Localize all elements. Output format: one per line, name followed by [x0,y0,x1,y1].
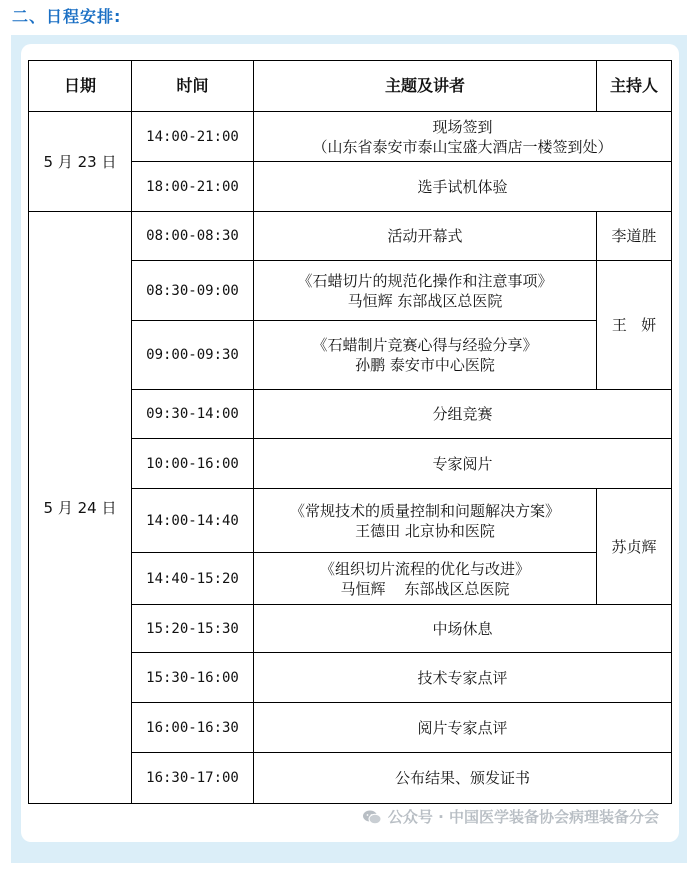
topic-speaker: 马恒辉 东部战区总医院 [340,579,510,598]
host-cell: 苏贞辉 [597,489,672,605]
time-cell: 16:00-16:30 [132,703,254,753]
date-cell: 5 月 24 日 [29,212,132,804]
topic-cell: 专家阅片 [254,439,672,489]
host-cell: 李道胜 [597,212,672,261]
date-cell: 5 月 23 日 [29,112,132,212]
time-cell: 18:00-21:00 [132,162,254,212]
time-cell: 10:00-16:00 [132,439,254,489]
topic-title: 《组织切片流程的优化与改进》 [319,559,530,578]
topic-cell [254,553,597,605]
topic-cell: 选手试机体验 [254,162,672,212]
topic-speaker: 马恒辉 东部战区总医院 [347,291,503,310]
time-cell: 08:30-09:00 [132,261,254,321]
topic-title: 《石蜡切片的规范化操作和注意事项》 [297,271,553,290]
watermark [362,806,659,827]
topic-cell: 阅片专家点评 [254,703,672,753]
header-host: 主持人 [597,61,672,112]
wechat-icon [362,809,382,825]
topic-cell: 活动开幕式 [254,212,597,261]
topic-cell [254,321,597,390]
topic-speaker: 孙鹏 泰安市中心医院 [355,356,495,374]
time-cell: 09:00-09:30 [132,321,254,390]
host-cell: 王 妍 [597,261,672,390]
table-row [29,212,672,261]
table-row [29,112,672,162]
topic-title: 现场签到 [432,117,493,136]
header-row [29,61,672,112]
time-cell: 08:00-08:30 [132,212,254,261]
schedule-table [28,60,672,804]
topic-cell: 中场休息 [254,605,672,653]
section-title: 二、日程安排: [12,7,122,26]
topic-detail: （山东省泰安市泰山宝盛大酒店一楼签到处） [312,137,613,156]
header-time: 时间 [132,61,254,112]
topic-title: 《常规技术的质量控制和问题解决方案》 [289,501,560,520]
topic-speaker: 王德田 北京协和医院 [355,521,495,540]
topic-cell [254,489,597,553]
header-date: 日期 [29,61,132,112]
topic-cell [254,112,672,162]
header-topic: 主题及讲者 [254,61,597,112]
topic-cell: 分组竞赛 [254,390,672,439]
topic-title: 《石蜡制片竞赛心得与经验分享》 [312,336,538,354]
topic-cell: 公布结果、颁发证书 [254,753,672,804]
watermark-text: 公众号 · 中国医学装备协会病理装备分会 [387,808,659,826]
time-cell: 15:20-15:30 [132,605,254,653]
time-cell: 14:00-21:00 [132,112,254,162]
time-cell: 16:30-17:00 [132,753,254,804]
time-cell: 14:40-15:20 [132,553,254,605]
topic-cell [254,261,597,321]
time-cell: 15:30-16:00 [132,653,254,703]
topic-cell: 技术专家点评 [254,653,672,703]
time-cell: 09:30-14:00 [132,390,254,439]
time-cell: 14:00-14:40 [132,489,254,553]
